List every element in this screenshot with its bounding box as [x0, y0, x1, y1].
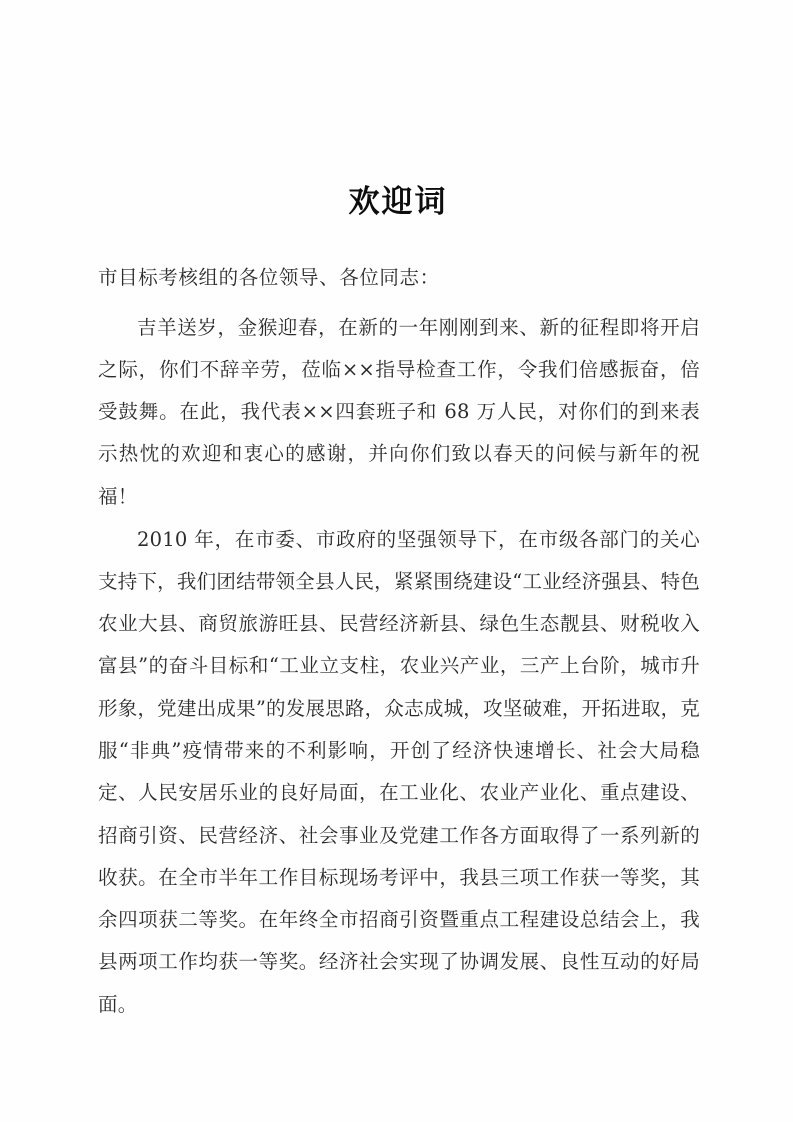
salutation-line: 市目标考核组的各位领导、各位同志：: [98, 265, 440, 289]
page-title: 欢迎词: [348, 184, 448, 220]
paragraph-2: 2010 年，在市委、市政府的坚强领导下，在市级各部门的关心支持下，我们团结带领全县人民，紧紧围绕建设“工业经济强县、特色农业大县、商贸旅游旺县、民营经济新县、绿色生态靓县、财税收入富县”的奋斗目标和“工业立支柱，农业兴产业，三产上台阶，城市升形象，党建出成果”的发展思路，众志成城，攻坚破难，开拓进取，克服“非典”疫情带来的不利影响，开创了经济快速增长、社会大局稳定、人民安居乐业的良好局面，在工业化、农业产业化、重点建设、招商引资、民营经济、社会事业及党建工作各方面取得了一系列新的收获。在全市半年工作目标现场考评中，我县三项工作获一等奖，其余四项获二等奖。在年终全市招商引资暨重点工程建设总结会上，我县两项工作均获一等奖。经济社会实现了协调发展、良性互动的好局面。: [98, 527, 700, 1016]
paragraph-1: 吉羊送岁，金猴迎春，在新的一年刚刚到来、新的征程即将开启之际，你们不辞辛劳，莅临××指导检查工作，令我们倍感振奋，倍受鼓舞。在此，我代表××四套班子和 68 万人民，对你们的到来表示热忱的欢迎和衷心的感谢，并向你们致以春天的问候与新年的祝福！: [98, 315, 700, 508]
